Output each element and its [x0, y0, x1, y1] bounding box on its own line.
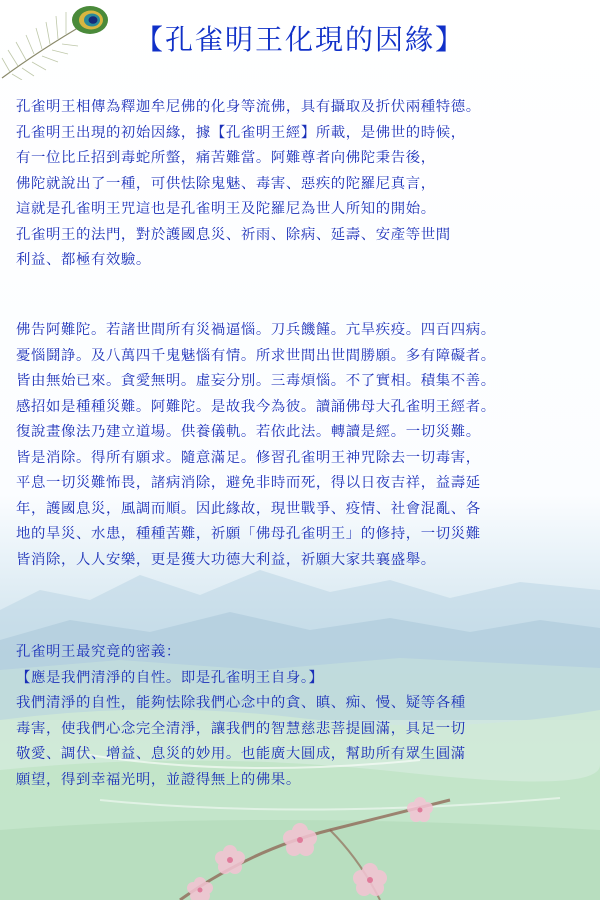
text-line: 復說畫像法乃建立道場。供養儀軌。若依此法。轉讀是經。一切災難。 — [16, 424, 481, 440]
sutra-paragraph — [16, 318, 592, 573]
text-line: 利益、都極有效驗。 — [16, 252, 151, 268]
text-line: 【應是我們清淨的自性。即是孔雀明王自身。】 — [16, 669, 324, 686]
text-line: 感招如是種種災難。阿難陀。是故我今為彼。讀誦佛母大孔雀明王經者。 — [16, 398, 496, 415]
text-line: 平息一切災難怖畏，諸病消除，避免非時而死，得以日夜吉祥，益壽延 — [16, 475, 481, 491]
text-line: 孔雀明王出現的初始因緣，據【孔雀明王經】所載，是佛世的時候， — [16, 124, 466, 141]
text-line: 皆消除，人人安樂，更是獲大功德大利益，祈願大家共襄盛舉。 — [16, 551, 436, 568]
text-line: 佛陀就說出了一種，可供怯除鬼魅、毒害、惡疾的陀羅尼真言， — [16, 175, 436, 192]
text-line: 願望，得到幸福光明，並證得無上的佛果。 — [16, 771, 301, 788]
text-line: 孔雀明王相傳為釋迦牟尼佛的化身等流佛，具有攝取及折伏兩種特德。 — [16, 99, 481, 115]
text-line: 這就是孔雀明王咒這也是孔雀明王及陀羅尼為世人所知的開始。 — [16, 201, 436, 217]
text-line: 敬愛、調伏、增益、息災的妙用。也能廣大圓成，幫助所有眾生圓滿 — [16, 746, 466, 762]
text-line: 憂惱鬪諍。及八萬四千鬼魅惱有情。所求世間出世間勝願。多有障礙者。 — [16, 347, 496, 364]
text-line: 孔雀明王最究竟的密義： — [16, 644, 181, 660]
text-line: 我們清淨的自性，能夠怯除我們心念中的貪、瞋、痴、慢、疑等各種 — [16, 695, 466, 711]
text-line: 地的旱災、水患，種種苦難，祈願「佛母孔雀明王」的修持，一切災難 — [16, 526, 481, 542]
page-title: 【孔雀明王化現的因緣】 — [134, 23, 465, 56]
text-line: 皆由無始已來。貪愛無明。虛妄分別。三毒煩惱。不了實相。積集不善。 — [16, 373, 496, 389]
text-line: 佛告阿難陀。若諸世間所有災禍逼惱。刀兵饑饉。亢旱疾疫。四百四病。 — [16, 322, 496, 338]
text-line: 孔雀明王的法門，對於護國息災、祈雨、除病、延壽、安產等世間 — [16, 226, 451, 243]
text-line: 年，護國息災，風調而順。因此緣故，現世戰爭、疫情、社會混亂、各 — [16, 500, 481, 517]
intro-paragraph — [16, 95, 592, 274]
peach-blossom-icon — [0, 740, 600, 900]
text-line: 皆是消除。得所有願求。隨意滿足。修習孔雀明王神咒除去一切毒害， — [16, 449, 481, 466]
text-line: 有一位比丘招到毒蛇所螫，痛苦難當。阿難尊者向佛陀秉告後， — [16, 150, 436, 166]
text-line: 毒害，使我們心念完全清淨，讓我們的智慧慈悲菩提圓滿，具足一切 — [16, 720, 466, 737]
